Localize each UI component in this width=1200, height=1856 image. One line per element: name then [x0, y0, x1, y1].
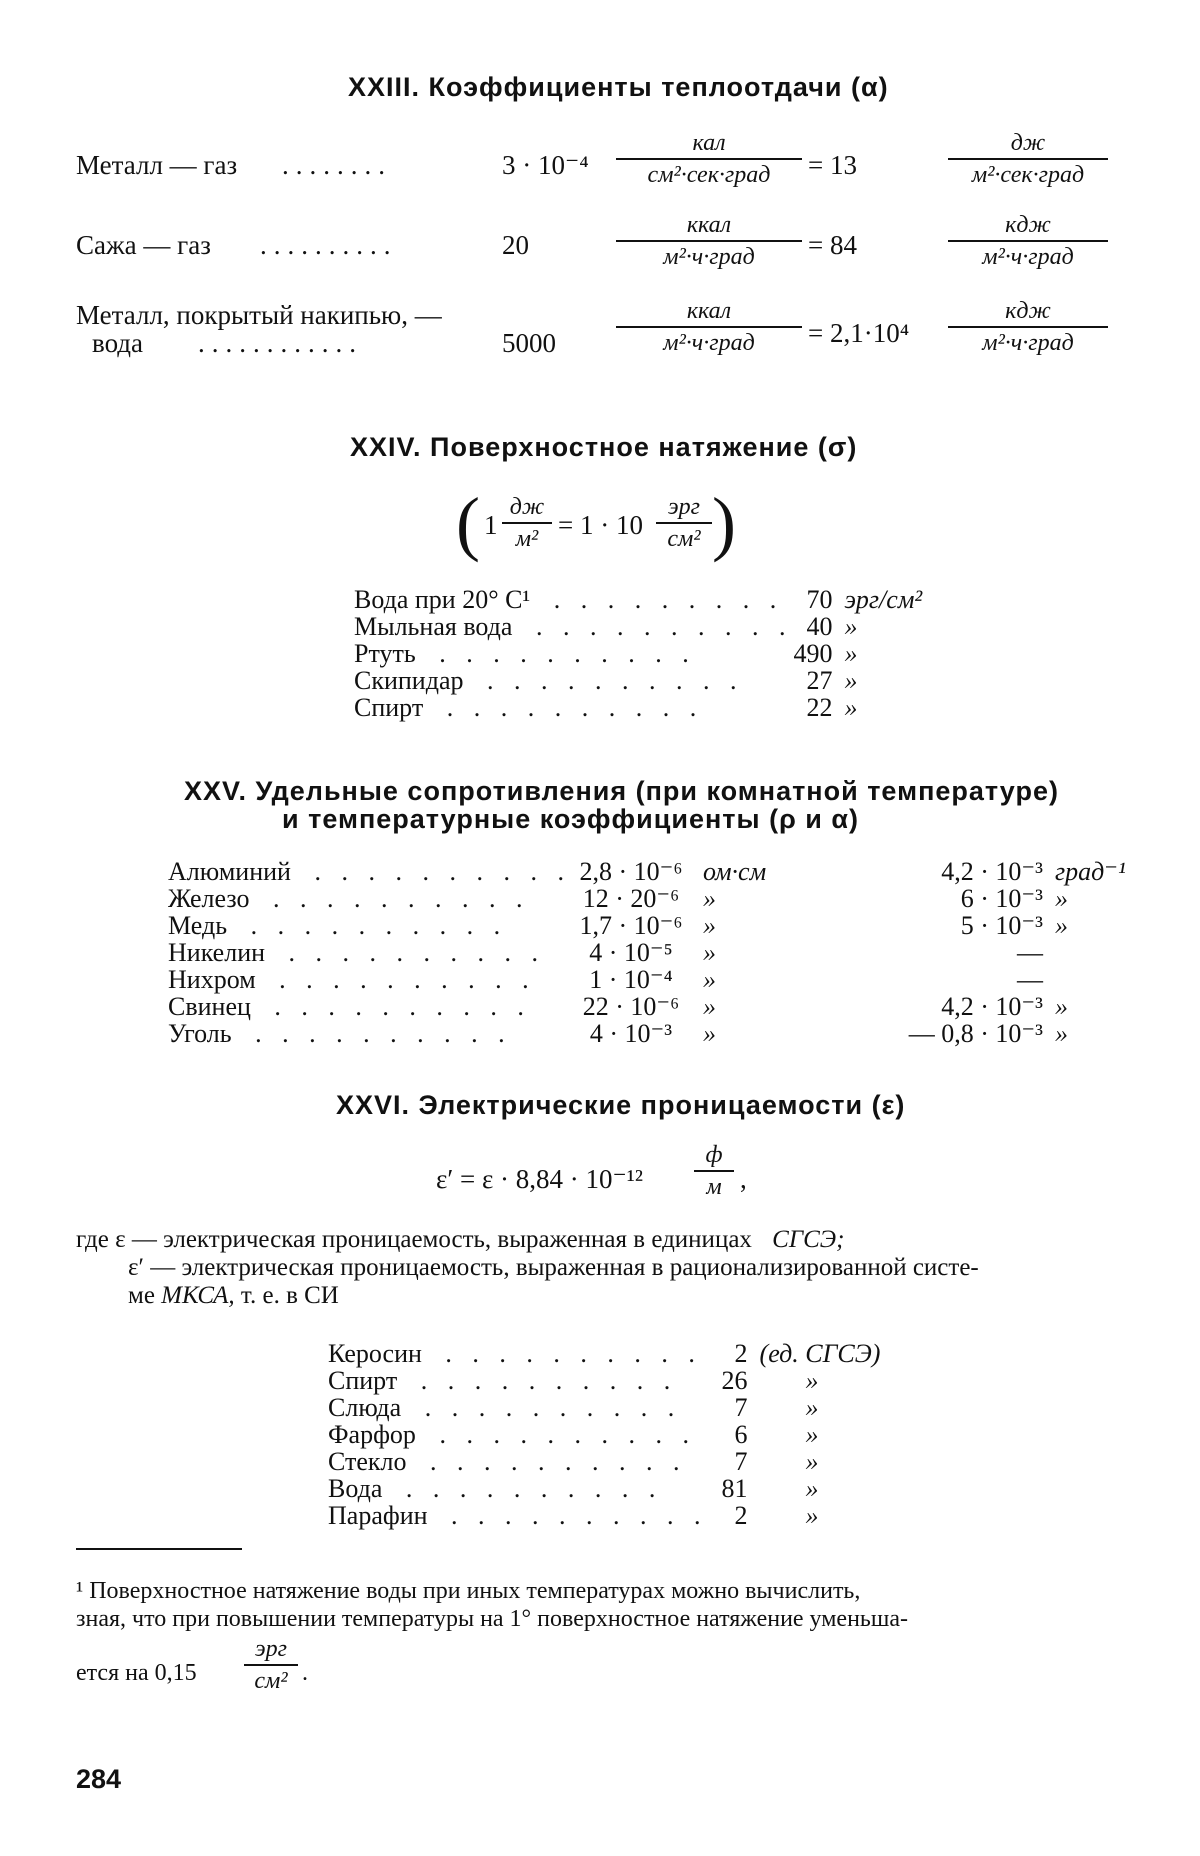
fraction-denominator: м — [694, 1170, 734, 1202]
row-value: 6 — [734, 1420, 748, 1449]
row-alpha: 5 · 10⁻³ — [960, 911, 1043, 940]
leader-dots: . . . . . . . . . . — [392, 1474, 663, 1503]
s24-formula — [456, 483, 736, 568]
row-value: 490 — [793, 639, 833, 668]
table-row — [168, 912, 1126, 939]
leader-dots: . . . . . . . . . . — [433, 693, 704, 722]
row-value: 2 — [734, 1339, 748, 1368]
fraction-denominator: м² — [502, 522, 552, 554]
section-xxiv-title: XXIV. Поверхностное натяжение (σ) — [350, 432, 858, 462]
table-row — [168, 993, 1126, 1020]
fraction-numerator: эрг — [668, 494, 700, 520]
row-value: 26 — [721, 1366, 748, 1395]
row-rho: 2,8 · 10⁻⁶ — [579, 857, 683, 886]
unit-numerator: ккал — [686, 298, 732, 324]
table-row — [328, 1340, 880, 1367]
row-unit: » — [844, 693, 858, 722]
table-row — [328, 1421, 880, 1448]
row-rho-unit: » — [702, 884, 716, 913]
unit-numerator: кдж — [1005, 212, 1051, 238]
s23-row2-name: Сажа — газ — [76, 230, 211, 260]
section-xxiii-title: XXIII. Коэффициенты теплоотдачи (α) — [348, 72, 889, 102]
leader-dots: . . . . . . . . . — [540, 585, 784, 614]
row-value: 2 — [734, 1501, 748, 1530]
row-name: Парафин . . . . . . . . . . — [328, 1501, 708, 1530]
row-name: Мыльная вода . . . . . . . . . . — [354, 612, 793, 641]
row-name: Ртуть . . . . . . . . . . — [354, 639, 696, 668]
formula-one: 1 — [484, 510, 498, 540]
footnote-line2: зная, что при повышении температуры на 1° поверхностное натяжение уменьша- — [76, 1606, 908, 1632]
leader-dots: . . . . . . . . . . — [259, 884, 530, 913]
s23-row3-unit2 — [948, 296, 1108, 358]
row-alpha-unit — [1043, 966, 1126, 993]
section-xxv-title-line2: и температурные коэффициенты (ρ и α) — [282, 804, 859, 834]
row-alpha-unit — [1043, 939, 1126, 966]
where-text: где ε — электрическая проницаемость, выраженная в единицах — [76, 1226, 752, 1253]
row-unit: » — [805, 1393, 819, 1422]
s23-row3-eq: = 2,1·10⁴ — [808, 318, 910, 348]
row-value: 70 — [806, 585, 833, 614]
s26-where-line2: ε′ — электрическая проницаемость, выраженная в рационализированной систе- — [128, 1254, 979, 1281]
s23-row1-eq: = 13 — [808, 150, 857, 180]
section-xxvi-title: XXVI. Электрические проницаемости (ε) — [336, 1090, 906, 1120]
table-row — [354, 667, 922, 694]
resistivity-table — [168, 858, 1126, 1047]
leader-dots: . . . . . . . . . . — [416, 1447, 687, 1476]
row-name: Алюминий . . . . . . . . . . — [168, 857, 571, 886]
leader-dots: . . . . . . . . . . — [260, 992, 531, 1021]
table-row — [168, 858, 1126, 885]
table-row — [328, 1367, 880, 1394]
row-rho-unit: » — [702, 965, 716, 994]
section-xxv-title-line1: XXV. Удельные сопротивления (при комнатной температуре) — [184, 776, 1059, 806]
row-name: Железо . . . . . . . . . . — [168, 884, 530, 913]
fraction-numerator: эрг — [255, 1636, 287, 1662]
where-text: ме — [128, 1282, 155, 1309]
row-rho-unit: » — [702, 938, 716, 967]
footnote-rule — [76, 1548, 242, 1550]
row-value: 81 — [721, 1474, 748, 1503]
row-alpha-unit: » — [1054, 884, 1068, 913]
row-rho: 4 · 10⁻³ — [589, 1019, 673, 1048]
row-rho-unit: ом·см — [702, 857, 767, 886]
row-rho: 22 · 10⁻⁶ — [582, 992, 680, 1021]
leader-dots: . . . . . . . . . . — [431, 1339, 702, 1368]
leader-dots: . . . . . . . . . . — [300, 857, 571, 886]
row-alpha: 4,2 · 10⁻³ — [941, 857, 1043, 886]
table-row — [168, 1020, 1126, 1047]
s23-row2-unit1 — [616, 210, 802, 272]
unit-denominator: м²·сек·град — [948, 158, 1108, 190]
row-unit: эрг/см² — [844, 585, 923, 614]
leader-dots: . . . . . . . . . . — [237, 911, 508, 940]
table-row — [354, 640, 922, 667]
row-value: 7 — [734, 1447, 748, 1476]
unit-numerator: кдж — [1005, 298, 1051, 324]
s23-row1-unit2 — [948, 128, 1108, 190]
leader-dots: . . . . . . . . . . — [407, 1366, 678, 1395]
row-alpha: 4,2 · 10⁻³ — [941, 992, 1043, 1021]
table-row — [168, 939, 1126, 966]
footnote-line1: ¹ Поверхностное натяжение воды при иных температурах можно вычислить, — [76, 1578, 861, 1604]
unit-numerator: ккал — [686, 212, 732, 238]
leader-dots: . . . . . . . . . . — [437, 1501, 708, 1530]
row-value: 22 — [806, 693, 833, 722]
row-name: Спирт . . . . . . . . . . — [328, 1366, 678, 1395]
footnote-fraction — [244, 1634, 298, 1696]
s23-row3-name: Металл, покрытый накипью, — — [76, 300, 442, 330]
s26-formula-lhs: ε′ = ε · 8,84 · 10⁻¹² — [436, 1164, 643, 1194]
s23-row3-name2: вода — [92, 328, 144, 358]
row-rho-unit: » — [702, 992, 716, 1021]
row-unit: » — [805, 1420, 819, 1449]
s23-row2-eq: = 84 — [808, 230, 857, 260]
row-rho: 12 · 20⁻⁶ — [582, 884, 680, 913]
row-alpha-unit: град⁻¹ — [1054, 857, 1126, 886]
table-row — [328, 1394, 880, 1421]
s23-row1-value: 3 · 10⁻⁴ — [502, 150, 589, 180]
leader-dots: ........ — [282, 150, 392, 180]
table-row — [328, 1475, 880, 1502]
unit-denominator: м²·ч·град — [616, 326, 802, 358]
permittivity-table — [328, 1340, 880, 1529]
row-name: Вода . . . . . . . . . . — [328, 1474, 663, 1503]
row-alpha-unit: » — [1054, 992, 1068, 1021]
formula-mid: = 1 · 10 — [558, 510, 643, 540]
row-name: Керосин . . . . . . . . . . — [328, 1339, 702, 1368]
row-alpha: — — [1016, 938, 1043, 967]
row-alpha-unit: » — [1054, 911, 1068, 940]
row-rho: 4 · 10⁻⁵ — [589, 938, 673, 967]
row-unit: » — [805, 1474, 819, 1503]
s23-row3-value: 5000 — [502, 328, 556, 358]
formula-fraction-2 — [656, 492, 712, 554]
row-unit: » — [805, 1366, 819, 1395]
leader-dots: .......... — [260, 230, 398, 260]
row-unit: » — [805, 1501, 819, 1530]
table-row — [328, 1448, 880, 1475]
footnote-line3: ется на 0,15 — [76, 1660, 197, 1686]
s23-row2-value: 20 — [502, 230, 529, 260]
s23-row1-name: Металл — газ — [76, 150, 238, 180]
formula-right-paren: ) — [712, 483, 736, 563]
unit-denominator: м²·ч·град — [948, 326, 1108, 358]
row-value: 27 — [806, 666, 833, 695]
unit-denominator: м²·ч·град — [948, 240, 1108, 272]
s26-formula-tail: , — [740, 1164, 747, 1194]
s26-where-line3 — [128, 1282, 339, 1310]
formula-fraction-1 — [502, 492, 552, 554]
row-unit: » — [844, 639, 858, 668]
row-name: Медь . . . . . . . . . . — [168, 911, 508, 940]
unit-denominator: м²·ч·град — [616, 240, 802, 272]
row-name: Вода при 20° C¹ . . . . . . . . . — [354, 585, 784, 614]
leader-dots: . . . . . . . . . . — [425, 639, 696, 668]
table-row — [354, 586, 922, 613]
row-unit: » — [844, 666, 858, 695]
row-rho: 1,7 · 10⁻⁶ — [579, 911, 683, 940]
row-rho-unit: » — [702, 911, 716, 940]
unit-denominator: см²·сек·град — [616, 158, 802, 190]
row-rho-unit: » — [702, 1019, 716, 1048]
row-unit: » — [844, 612, 858, 641]
row-name: Нихром . . . . . . . . . . — [168, 965, 536, 994]
s23-row3-unit1 — [616, 296, 802, 358]
row-value: 40 — [806, 612, 833, 641]
s26-formula-fraction — [694, 1140, 734, 1202]
row-name: Скипидар . . . . . . . . . . — [354, 666, 744, 695]
table-row — [354, 613, 922, 640]
where-unit: СГСЭ; — [772, 1226, 845, 1253]
row-alpha: 6 · 10⁻³ — [960, 884, 1043, 913]
where-text: т. е. в СИ — [240, 1282, 339, 1309]
row-name: Уголь . . . . . . . . . . — [168, 1019, 512, 1048]
s23-row2-unit2 — [948, 210, 1108, 272]
table-row — [168, 966, 1126, 993]
leader-dots: . . . . . . . . . . — [522, 612, 793, 641]
leader-dots: . . . . . . . . . . — [275, 938, 546, 967]
fraction-denominator: см² — [656, 522, 712, 554]
table-row — [328, 1502, 880, 1529]
footnote-tail: . — [302, 1660, 308, 1686]
fraction-denominator: см² — [244, 1664, 298, 1696]
s26-where-line1 — [76, 1226, 844, 1254]
leader-dots: . . . . . . . . . . — [473, 666, 744, 695]
row-name: Спирт . . . . . . . . . . — [354, 693, 704, 722]
formula-left-paren: ( — [456, 483, 480, 563]
leader-dots: . . . . . . . . . . — [411, 1393, 682, 1422]
fraction-numerator: дж — [509, 494, 545, 520]
surface-tension-table — [354, 586, 922, 721]
row-unit: » — [805, 1447, 819, 1476]
row-name: Стекло . . . . . . . . . . — [328, 1447, 687, 1476]
row-name: Фарфор . . . . . . . . . . — [328, 1420, 696, 1449]
row-alpha-unit: » — [1054, 1019, 1068, 1048]
row-value: 7 — [734, 1393, 748, 1422]
row-unit: (ед. СГСЭ) — [759, 1339, 881, 1368]
row-name: Свинец . . . . . . . . . . — [168, 992, 531, 1021]
leader-dots: . . . . . . . . . . — [241, 1019, 512, 1048]
leader-dots: . . . . . . . . . . — [265, 965, 536, 994]
row-name: Никелин . . . . . . . . . . — [168, 938, 546, 967]
leader-dots: ............ — [198, 328, 363, 358]
unit-numerator: кал — [692, 130, 726, 156]
fraction-numerator: ф — [705, 1142, 723, 1168]
unit-numerator: дж — [1010, 130, 1046, 156]
table-row — [354, 694, 922, 721]
row-name: Слюда . . . . . . . . . . — [328, 1393, 682, 1422]
s23-row1-unit1 — [616, 128, 802, 190]
page-number: 284 — [76, 1764, 122, 1794]
where-unit: МКСА, — [161, 1282, 235, 1309]
row-alpha: — — [1016, 965, 1043, 994]
row-rho: 1 · 10⁻⁴ — [589, 965, 673, 994]
table-row — [168, 885, 1126, 912]
leader-dots: . . . . . . . . . . — [425, 1420, 696, 1449]
row-alpha: — 0,8 · 10⁻³ — [908, 1019, 1043, 1048]
